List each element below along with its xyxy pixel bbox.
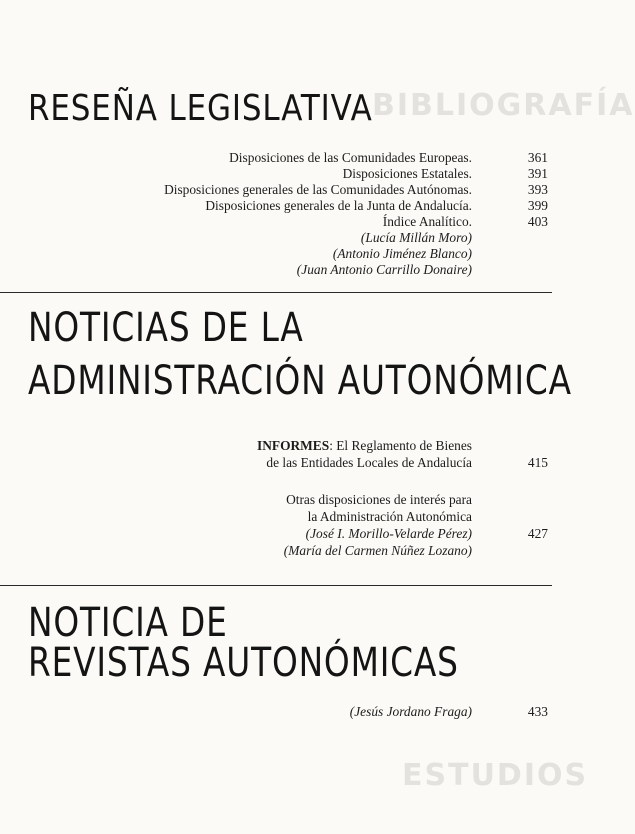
show-through-text: BIBLIOGRAFÍA [372,88,635,123]
otras-line1: Otras disposiciones de interés para [286,492,472,507]
show-through-text-bottom: ESTUDIOS [402,758,589,793]
section-heading-revistas-line2: REVISTAS AUTONÓMICAS [28,640,459,686]
author-name: (Antonio Jiménez Blanco) [332,246,472,261]
toc-entry-title: Índice Analítico. [382,214,472,229]
informes-line1 [257,438,472,454]
informes-label: INFORMES [257,438,330,453]
toc-entry-page: 393 [527,182,548,197]
author-name: (Lucía Millán Moro) [360,230,472,245]
author-name: (José I. Morillo-Velarde Pérez) [305,526,472,541]
section-divider [0,585,552,586]
author-name: (Jesús Jordano Fraga) [349,704,472,719]
section-heading-revistas-line1: NOTICIA DE [28,600,228,646]
informes-title: : El Reglamento de Bienes [329,438,472,453]
informes-line2: de las Entidades Locales de Andalucía [266,455,472,470]
section-heading-noticias-line2: ADMINISTRACIÓN AUTONÓMICA [28,358,572,404]
toc-entry-page: 427 [527,526,548,541]
author-name: (Juan Antonio Carrillo Donaire) [296,262,472,277]
toc-entry-page: 433 [527,704,548,719]
toc-entry-page: 399 [527,198,548,213]
toc-entry-title: Disposiciones generales de la Junta de Andalucía. [205,198,472,213]
toc-entry-page: 361 [527,150,548,165]
toc-entry-title: Disposiciones generales de las Comunidades Autónomas. [164,182,472,197]
toc-entry-page: 391 [527,166,548,181]
toc-entry-title: Disposiciones Estatales. [342,166,472,181]
toc-entry-page: 403 [527,214,548,229]
section-heading-noticias-line1: NOTICIAS DE LA [28,305,304,351]
section-divider [0,292,552,293]
otras-line2: la Administración Autonómica [307,509,472,524]
author-name: (María del Carmen Núñez Lozano) [283,543,472,558]
section-heading-resena: RESEÑA LEGISLATIVA [28,88,373,129]
toc-entry-title: Disposiciones de las Comunidades Europeas. [229,150,472,165]
toc-entry-page: 415 [527,455,548,470]
